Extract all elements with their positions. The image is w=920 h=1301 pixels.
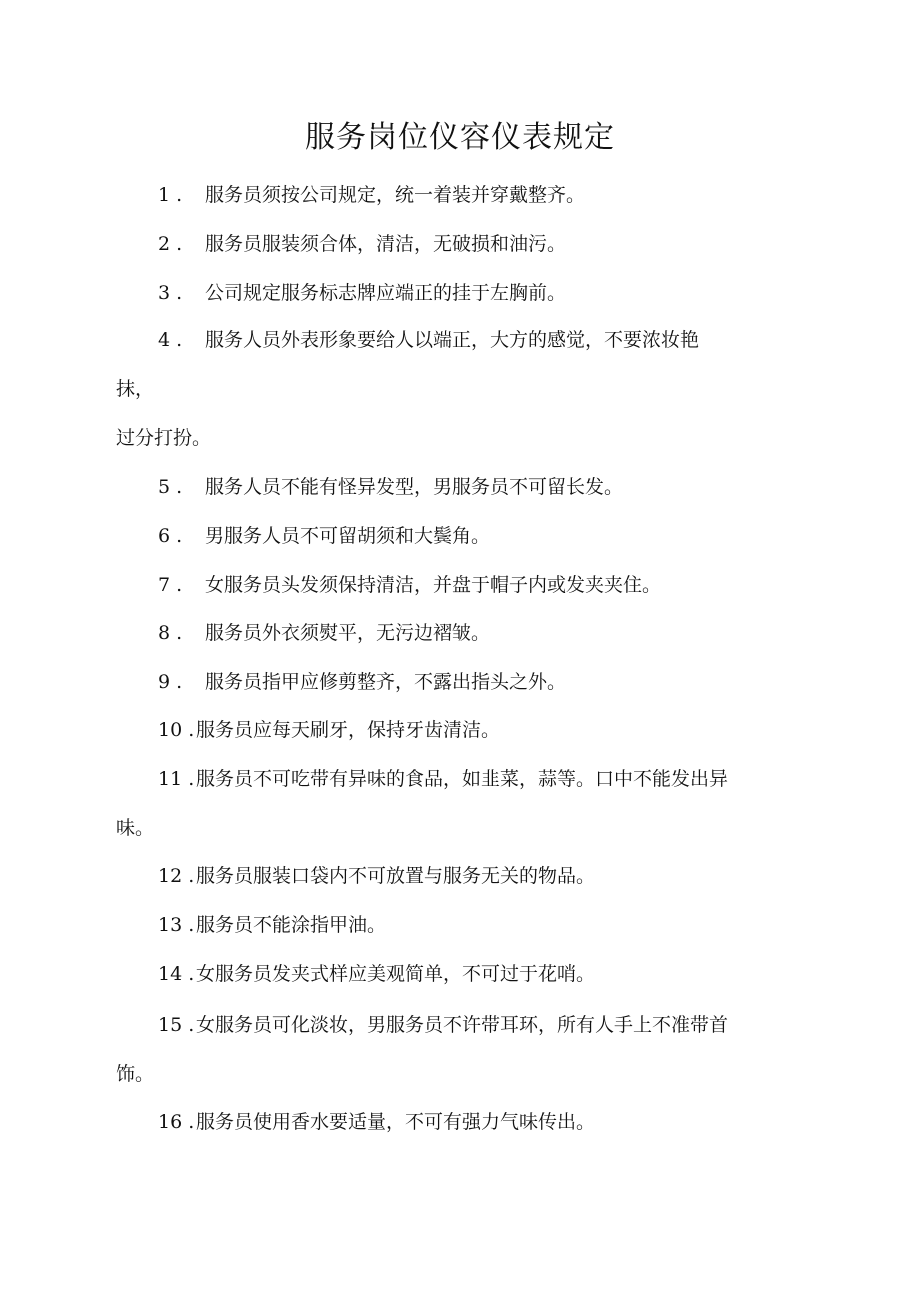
- rule-item-10: [158, 716, 500, 744]
- rule-item-1: [158, 181, 585, 209]
- rule-item-2: [158, 230, 566, 258]
- document-title: 服务岗位仪容仪表规定: [305, 120, 615, 155]
- rule-number: 1 .: [158, 184, 183, 206]
- rule-item-4: [158, 326, 699, 354]
- rule-text: 服务员使用香水要适量，不可有强力气味传出。: [196, 1111, 596, 1133]
- rule-number: 12 .: [158, 865, 195, 887]
- rule-item-14: [158, 960, 595, 988]
- rule-item-15-continuation-1: 饰。: [116, 1063, 155, 1085]
- rule-number: 4 .: [158, 329, 183, 351]
- rule-item-4-continuation-2: 过分打扮。: [116, 427, 212, 449]
- rule-number: 5 .: [158, 476, 183, 498]
- rule-text: 服务员不可吃带有异味的食品，如韭菜，蒜等。口中不能发出异: [196, 768, 729, 790]
- rule-item-4-continuation-1: 抹，: [116, 378, 155, 400]
- rule-item-8: [158, 619, 490, 647]
- rule-text: 男服务人员不可留胡须和大鬓角。: [205, 525, 491, 547]
- rule-number: 10 .: [158, 719, 195, 741]
- rule-text: 服务员应每天刷牙，保持牙齿清洁。: [196, 719, 501, 741]
- rule-number: 11 .: [158, 768, 195, 790]
- rule-item-6: [158, 522, 490, 550]
- rule-text: 服务员服装须合体，清洁，无破损和油污。: [205, 233, 567, 255]
- rule-number: 2 .: [158, 233, 183, 255]
- rule-number: 3 .: [158, 282, 183, 304]
- rule-text: 女服务员可化淡妆，男服务员不许带耳环，所有人手上不准带首: [196, 1014, 729, 1036]
- rule-text: 服务员服装口袋内不可放置与服务无关的物品。: [196, 865, 596, 887]
- rule-number: 9 .: [158, 671, 183, 693]
- rule-item-9: [158, 668, 566, 696]
- rule-text: 服务人员外表形象要给人以端正，大方的感觉，不要浓妆艳: [205, 329, 700, 351]
- rule-number: 6 .: [158, 525, 183, 547]
- rule-text: 服务员不能涂指甲油。: [196, 914, 387, 936]
- rule-number: 13 .: [158, 914, 195, 936]
- rule-text: 服务员外衣须熨平，无污边褶皱。: [205, 622, 491, 644]
- rule-text: 公司规定服务标志牌应端正的挂于左胸前。: [205, 282, 567, 304]
- rule-item-15: [158, 1011, 728, 1039]
- rule-text: 服务员指甲应修剪整齐，不露出指头之外。: [205, 671, 567, 693]
- rule-text: 服务人员不能有怪异发型，男服务员不可留长发。: [205, 476, 624, 498]
- rule-text: 女服务员头发须保持清洁，并盘于帽子内或发夹夹住。: [205, 574, 662, 596]
- rule-number: 7 .: [158, 574, 183, 596]
- rule-item-5: [158, 473, 623, 501]
- rule-item-13: [158, 911, 386, 939]
- rule-item-12: [158, 862, 595, 890]
- rule-number: 8 .: [158, 622, 183, 644]
- rule-item-16: [158, 1108, 595, 1136]
- rule-item-7: [158, 571, 661, 599]
- rule-item-3: [158, 279, 566, 307]
- rule-item-11-continuation-1: 味。: [116, 817, 155, 839]
- rule-number: 15 .: [158, 1014, 195, 1036]
- rule-number: 14 .: [158, 963, 195, 985]
- rule-text: 女服务员发夹式样应美观简单，不可过于花哨。: [196, 963, 596, 985]
- rule-item-11: [158, 765, 728, 793]
- rule-number: 16 .: [158, 1111, 195, 1133]
- rule-text: 服务员须按公司规定，统一着装并穿戴整齐。: [205, 184, 586, 206]
